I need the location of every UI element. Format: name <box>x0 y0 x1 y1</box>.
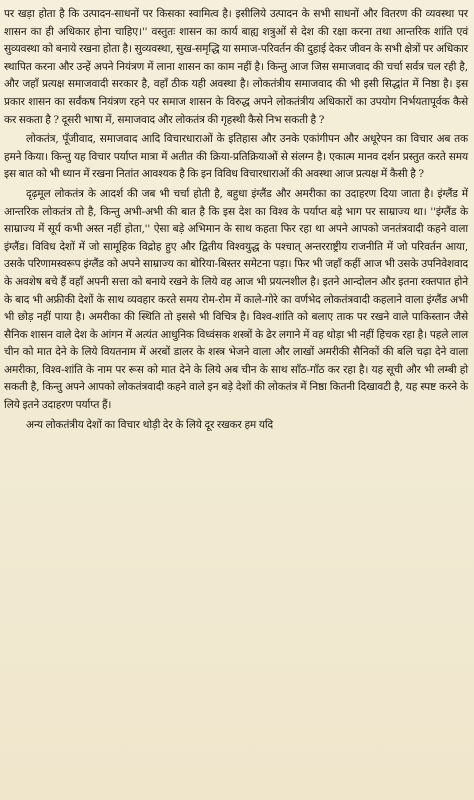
paragraph-continuation: पर खड़ा होता है कि उत्पादन-साधनों पर किसका स्वामित्व है। इसीलिये उत्पादन के सभी साधनों और वितरण की व्यवस्था पर शासन का ही अधिकार होना चाहिए।'' वस्तुतः शासन का कार्य बाह्य शत्रुओं से देश की रक्षा करना तथा आन्तरिक शांति एवं सुव्यवस्था को बनाये रखना होता है। सुव्यवस्था, सुख-समृद्धि या समाज-परिवर्तन की दुहाई देकर जीवन के सभी क्षेत्रों पर अधिकार स्थापित करना और उन्हें अपने नियंत्रण में लाना शासन का काम नहीं है। किन्तु आज जिस समाजवाद की चर्चा सर्वत्र चल रही है, और जहाँ प्रत्यक्ष समाजवादी सरकार है, वहाँ ठीक यही अवस्था है। लोकतंत्रीय समाजवाद की भी इसी सिद्धांत में निष्ठा है। इस प्रकार शासन का सर्वंकष नियंत्रण रहने पर समाज शासन के विरुद्ध अपने लोकतंत्रीय अधिकारों का उपयोग निर्भयतापूर्वक कैसे कर सकता है ? दूसरी भाषा में, समाजवाद और लोकतंत्र की गृहस्थी कैसे निभ सकती है ? <box>4 8 468 126</box>
paragraph-other-democracies: अन्य लोकतंत्रीय देशों का विचार थोड़ी देर के लिये दूर रखकर हम यदि <box>26 418 274 431</box>
paragraph-democracy-examples: दृढ़मूल लोकतंत्र के आदर्श की जब भी चर्चा होती है, बहुधा इंग्लैंड और अमरीका का उदाहरण दिया जाता है। इंग्लैंड में आन्तरिक लोकतंत्र तो है, किन्तु अभी-अभी की बात है कि इस देश का विश्व के पर्याप्त बड़े भाग पर साम्राज्य था। ''इंग्लैंड के साम्राज्य में सूर्य कभी अस्त नहीं होता,'' ऐसा बड़े अभिमान के साथ कहता फिर रहा था अपने आपको जनतंत्रवादी कहने वाला इंग्लैंड। विविध देशों में जो सामूहिक विद्रोह हुए और द्वितीय विश्वयुद्ध के पश्चात् अन्तरराष्ट्रीय राजनीति में जो परिवर्तन आया, उसके परिणामस्वरूप इंग्लैंड को अपने साम्राज्य का बोरिया-बिस्तर समेटना पड़ा। फिर भी जहाँ कहीं आज भी उसके उपनिवेशवाद के अवशेष बचे हैं वहाँ अपनी सत्ता को बनाये रखने के लिये वह आज भी प्रयत्नशील है। इतने आन्दोलन और इतना रक्तपात होने के बाद भी अफ्रीकी देशों के साथ व्यवहार करते समय रोम-रोम में काले-गोरे का वर्णभेद लोकतंत्रवादी कहलाने वाला इंग्लैंड अभी भी छोड़ नहीं पाया है। अमरीका की स्थिति तो इससे भी विचित्र है। विश्व-शांति को बलाए ताक पर रखने वाले पाकिस्तान जैसे सैनिक शासन वाले देश के आंगन में अत्यंत आधुनिक विध्वंसक शस्त्रों के ढेर लगाने में वह थोड़ा भी नहीं हिचक रहा है। पहले लाल चीन को मात देने के लिये वियतनाम में अरबों डालर के शस्त्र भेजने वाला और लाखों अमरीकी सैनिकों की बलि चढ़ा देने वाला अमरीका, विश्व-शांति के नाम पर रूस को मात देने के लिये अब चीन के साथ साँठ-गाँठ कर रहा है। यह सूची और भी लम्बी हो सकती है, किन्तु अपने आपको लोकतंत्रवादी कहने वाले इन बड़े देशों की लोकतंत्र में निष्ठा कितनी दिखावटी है, यह स्पष्ट करने के लिये इतने उदाहरण पर्याप्त हैं। <box>4 187 468 412</box>
paragraph-ideologies: लोकतंत्र, पूँजीवाद, समाजवाद आदि विचारधाराओं के इतिहास और उनके एकांगीपन और अधूरेपन का विचार अब तक हमने किया। किन्तु यह विचार पर्याप्त मात्रा में अतीत की क्रिया-प्रतिक्रियाओं से संलग्न है। एकात्म मानव दर्शन प्रस्तुत करते समय इस बात को भी ध्यान में रखना नितांत आवश्यक है कि इन विविध विचारधाराओं की अवस्था आज प्रत्यक्ष में कैसी है ? <box>4 133 468 181</box>
